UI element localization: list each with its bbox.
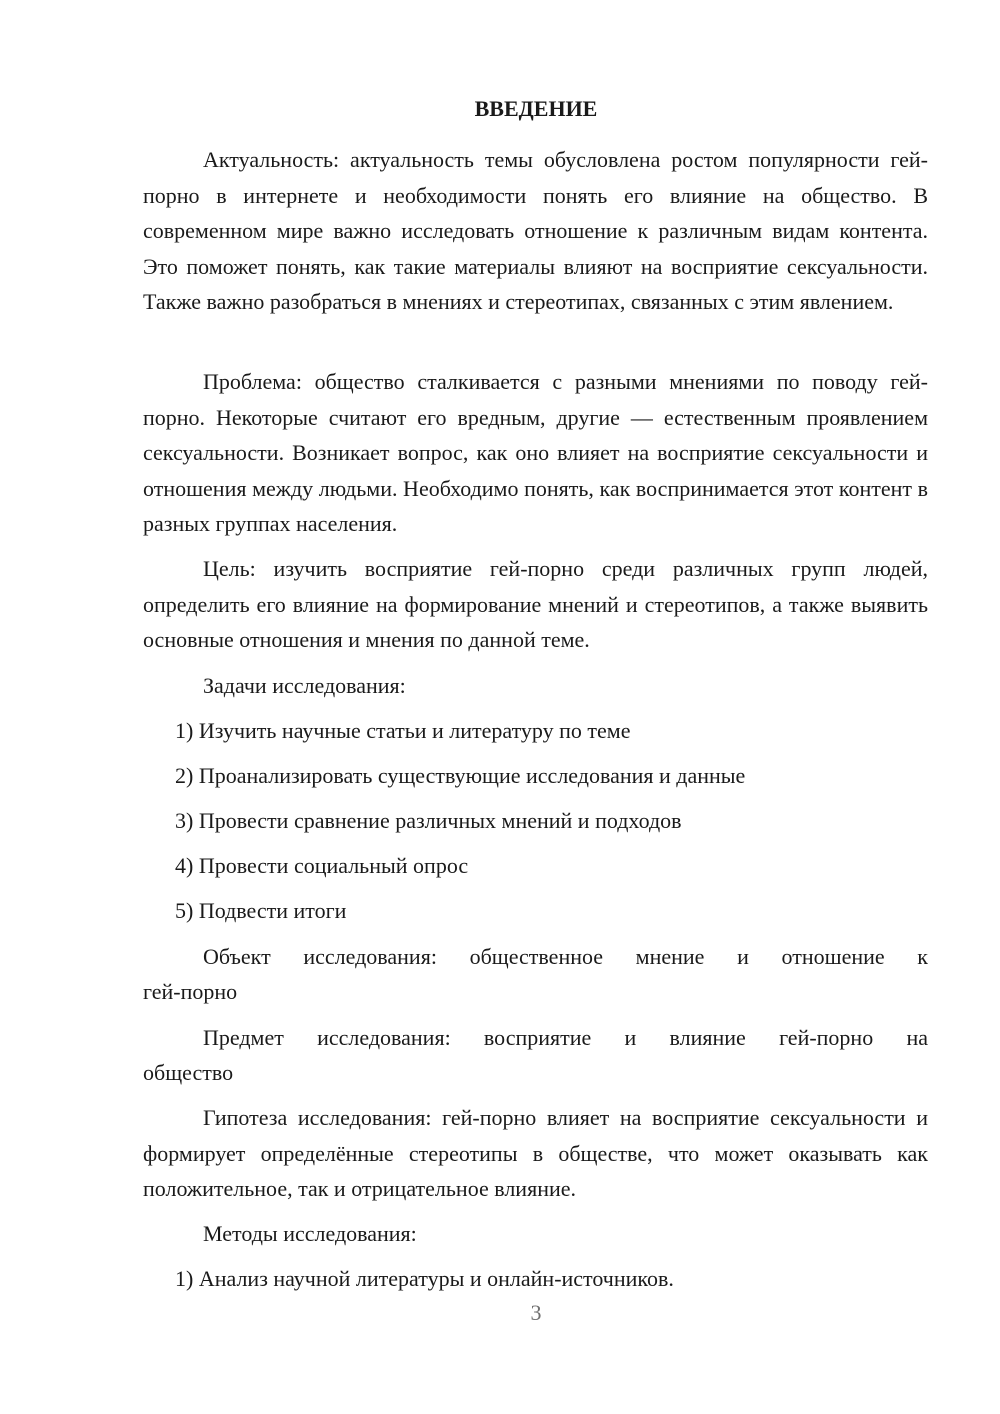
relevance-paragraph: Актуальность: актуальность темы обусловлена ростом популярности гей-порно в интернете и необходимости понять его влияние на общество. В современном мире важно исследовать отношение к различным видам контента. Это поможет понять, как такие материалы влияют на восприятие сексуальности. Также важно разобраться в мнениях и стереотипах, связанных с этим явлением.	[143, 147, 928, 314]
goal-paragraph: Цель: изучить восприятие гей-порно среди различных групп людей, определить его влияние на формирование мнений и стереотипов, а также выявить основные отношения и мнения по данной теме.	[143, 556, 928, 652]
object-line-1: Объект исследования: общественное мнение и отношение к	[203, 944, 928, 969]
page-number: 3	[530, 1300, 542, 1325]
section-heading: ВВЕДЕНИЕ	[474, 96, 598, 121]
subject-line-1: Предмет исследования: восприятие и влияние гей-порно на	[203, 1025, 928, 1050]
methods-heading: Методы исследования:	[203, 1221, 417, 1246]
task-item-1: 1) Изучить научные статьи и литературу по теме	[175, 718, 631, 743]
task-item-5: 5) Подвести итоги	[175, 898, 347, 923]
task-item-2: 2) Проанализировать существующие исследования и данные	[175, 763, 746, 788]
problem-paragraph: Проблема: общество сталкивается с разными мнениями по поводу гей-порно. Некоторые считают его вредным, другие — естественным проявлением сексуальности. Возникает вопрос, как оно влияет на восприятие сексуальности и отношения между людьми. Необходимо понять, как воспринимается этот контент в разных группах населения.	[143, 369, 928, 536]
task-item-3: 3) Провести сравнение различных мнений и подходов	[175, 808, 682, 833]
subject-line-2: общество	[143, 1060, 234, 1085]
method-item-1: 1) Анализ научной литературы и онлайн-источников.	[175, 1266, 674, 1291]
task-item-4: 4) Провести социальный опрос	[175, 853, 469, 878]
object-line-2: гей-порно	[143, 979, 238, 1004]
hypothesis-paragraph: Гипотеза исследования: гей-порно влияет на восприятие сексуальности и формирует определённые стереотипы в обществе, что может оказывать как положительное, так и отрицательное влияние.	[143, 1105, 928, 1201]
tasks-heading: Задачи исследования:	[203, 673, 406, 698]
